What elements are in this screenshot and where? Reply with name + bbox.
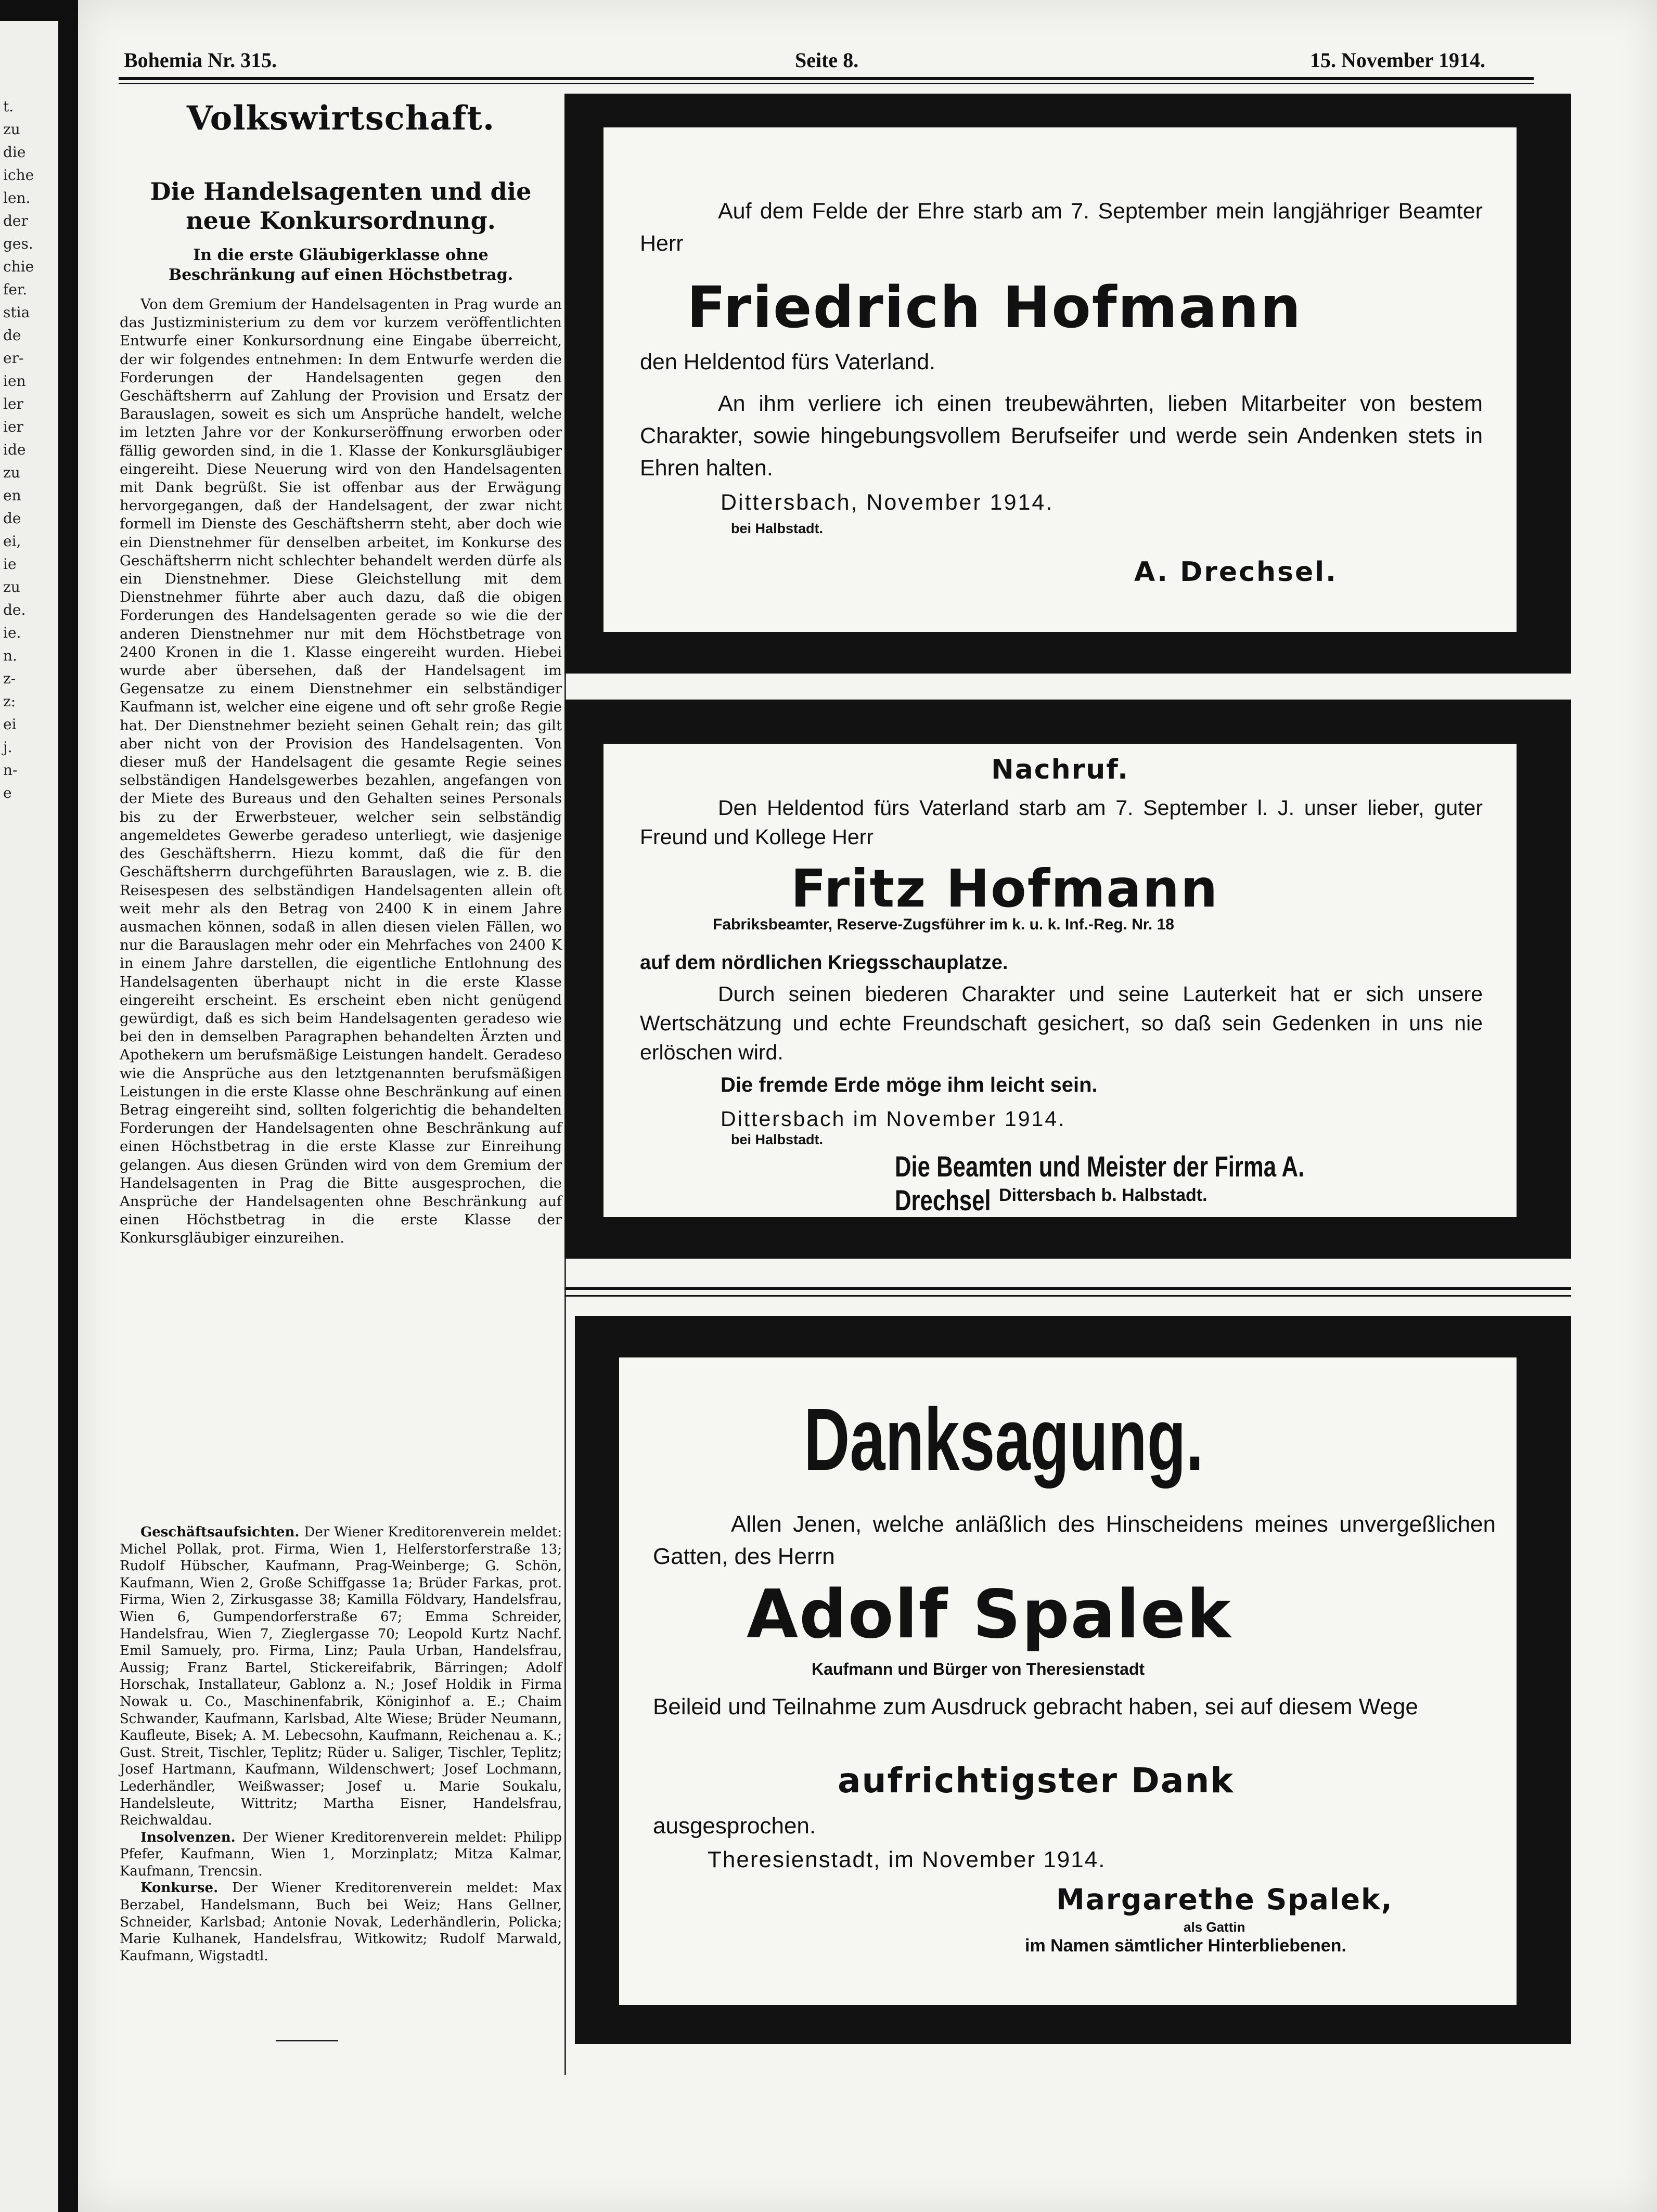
danksagung-line: ausgesprochen. xyxy=(653,1813,816,1839)
previous-page-fragment: der xyxy=(3,212,28,229)
obituary-title: Nachruf. xyxy=(991,754,1129,785)
previous-page-fragment: z: xyxy=(3,693,16,710)
obituary-signature: A. Drechsel. xyxy=(1134,557,1338,588)
previous-page-fragment: de xyxy=(3,327,21,344)
article-subheadline: In die erste Gläubigerklasse ohne Beschränkung auf einen Höchstbetrag. xyxy=(168,246,513,284)
obituary-place-date: Dittersbach im November 1914. xyxy=(721,1107,1066,1131)
deceased-role: Fabriksbeamter, Reserve-Zugsführer im k. u. k. Inf.-Reg. Nr. 18 xyxy=(713,916,1174,933)
danksagung-thanks: aufrichtigster Dank xyxy=(838,1761,1235,1801)
previous-page-fragment: fer. xyxy=(3,281,28,298)
previous-page-fragment: ges. xyxy=(3,235,33,252)
danksagung-signature-sub: im Namen sämtlicher Hinterbliebenen. xyxy=(1025,1936,1346,1956)
obituary-intro: Den Heldentod fürs Vaterland starb am 7. September l. J. unser lieber, guter Freund und Kollege Herr xyxy=(640,796,1483,849)
economics-column xyxy=(120,99,562,2054)
article-headline: Die Handelsagenten und die neue Konkursordnung. xyxy=(150,177,532,235)
deceased-name: Friedrich Hofmann xyxy=(687,274,1302,341)
previous-page-fragment: j. xyxy=(3,739,12,756)
previous-page-fragment: t. xyxy=(3,98,14,115)
obituary-friedrich-hofmann xyxy=(564,94,1571,674)
previous-page-fragment: n- xyxy=(3,761,18,779)
header-publication: Bohemia Nr. 315. xyxy=(124,48,277,72)
previous-page-fragment: len. xyxy=(3,189,31,206)
notice-separator xyxy=(564,1287,1571,1290)
obituary-tribute: An ihm verliere ich einen treubewährten, lieben Mitarbeiter von bestem Charakter, sowie hingebungsvollem Berufseifer und werde sein Andenken stets in Ehren halten. xyxy=(640,391,1483,481)
obituary-panel xyxy=(603,744,1517,1217)
obituary-farewell: Die fremde Erde möge ihm leicht sein. xyxy=(721,1073,1098,1096)
header-date: 15. November 1914. xyxy=(1310,48,1485,72)
obituary-panel xyxy=(603,127,1517,632)
header-page-number: Seite 8. xyxy=(795,48,859,72)
danksagung-signature: Margarethe Spalek, xyxy=(1056,1883,1393,1916)
notice-insolvenzen xyxy=(120,1829,562,1880)
deceased-name: Fritz Hofmann xyxy=(791,858,1219,919)
header-rule-thin xyxy=(119,83,1534,84)
notice-geschaeftsaufsichten xyxy=(120,1524,562,1829)
notice-lead: Insolvenzen. xyxy=(140,1829,236,1845)
notice-konkurse xyxy=(120,1880,562,1964)
obituary-place-date: Dittersbach, November 1914. xyxy=(721,490,1054,515)
obituary-signature-sub: Dittersbach b. Halbstadt. xyxy=(999,1185,1208,1205)
newspaper-page xyxy=(78,0,1657,2212)
previous-page-fragment: de. xyxy=(3,601,26,618)
notice-text: Der Wiener Kreditorenverein meldet: Max Berzabel, Handelsmann, Buch bei Weiz; Hans Gellner, Schneider, Karlsbad; Antonie Novak, Lederhändlerin, Policka; Marie Kulhanek, Handelsfrau, Witkowitz; Rudolf Marwald, Kaufmann, Wigstadtl. xyxy=(120,1880,562,1964)
danksagung-adolf-spalek xyxy=(575,1316,1571,2044)
previous-page-fragment: zu xyxy=(3,464,20,481)
notice-separator-thin xyxy=(564,1295,1571,1297)
obituary-line: auf dem nördlichen Kriegsschauplatze. xyxy=(640,952,1008,974)
previous-page-fragment: zu xyxy=(3,121,20,138)
previous-page-fragment: ie. xyxy=(3,624,21,641)
previous-page-fragment: stia xyxy=(3,304,30,321)
previous-page-fragment: ide xyxy=(3,441,26,458)
notice-lead: Konkurse. xyxy=(140,1880,219,1896)
header-rule xyxy=(119,77,1534,80)
previous-page-fragment: ien xyxy=(3,372,26,390)
running-header xyxy=(124,48,1523,79)
previous-page-fragment: de xyxy=(3,510,21,527)
obituary-fritz-hofmann xyxy=(564,700,1571,1259)
previous-page-fragment: zu xyxy=(3,578,20,596)
deceased-name: Adolf Spalek xyxy=(747,1576,1232,1653)
previous-page-fragment: er- xyxy=(3,350,24,367)
previous-page-fragment: chie xyxy=(3,258,34,275)
article-paragraph: Von dem Gremium der Handelsagenten in Prag wurde an das Justizministerium zu dem vor kurzem veröffentlichten Entwurfe einer Konkursordnung eine Eingabe überreicht, der wir folgendes entnehmen: In dem Entwurfe werden die Forderungen der Handelsagenten gegen den Geschäftsherrn auf Zahlung der Provision und Ersatz der Barauslagen, soweit es sich um Ansprüche handelt, welche im letzten Jahre vor der Konkurseröffnung erworben oder fällig geworden sind, in die 1. Klasse der Konkursgläubiger eingereiht. Diese Neuerung wird von den Handelsagenten mit Dank begrüßt. Sie ist offenbar aus der Erwägung hervorgegangen, daß der Handelsagent, der zwar nicht formell im Dienste des Geschäftsherrn steht, aber doch wie ein Dienstnehmer für denselben arbeitet, im Konkurse des Geschäftsherrn nicht schlechter behandelt werden dürfe als ein Dienstnehmer. Diese Gleichstellung mit dem Dienstnehmer führte aber auch dazu, daß die obigen Forderungen des Handelsagenten gerade so wie die der anderen Dienstnehmer nur mit dem Höchstbetrage von 2400 Kronen in die 1. Klasse eingereiht wurden. Hiebei wurde aber übersehen, daß der Handelsagent im Gegensatze zu einem Dienstnehmer ein selbständiger Kaufmann ist, welcher eine eigene und oft sehr große Regie hat. Der Dienstnehmer bezieht seinen Gehalt rein; das gilt aber nicht von der Provision des Handelsagenten. Von dieser muß der Handelsagent die gesamte Regie seines selbständigen Handelsgewerbes bezahlen, angefangen von der Miete des Bureaus und den Gehalten seines Personals bis zu der Erwerbsteuer, welcher sein selbständig angemeldetes Gewerbe geradeso unterliegt, wie dasjenige des Geschäftsherrn. Hiezu kommt, daß die für den Geschäftsherrn durchgeführten Barauslagen, wie z. B. die Reisespesen des selbständigen Handelsagenten allein oft weit mehr als den Betrag von 2400 K in einem Jahre ausmachen können, sodaß in allen diesen vielen Fällen, wo nur die Barauslagen mehr oder ein Mehrfaches von 2400 K in einem Jahre darstellen, die eigentliche Entlohnung des Handelsagenten überhaupt nicht in die erste Klasse eingereiht erscheint. Es erscheint eben nicht genügend gewürdigt, daß es sich beim Handelsagenten geradeso wie bei den in demselben Paragraphen behandelten Ärzten und Apothekern um berufsmäßige Leistungen handelt. Geradeso wie die Ansprüche aus den letztgenannten berufsmäßigen Leistungen in die erste Klasse ohne Beschränkung auf einen Betrag eingereiht sind, sollten folgerichtig die behandelten Forderungen der Handelsagenten ohne Beschränkung auf einen Höchstbetrag in die erste Klasse zur Einreihung gelangen. Aus diesen Gründen wird von dem Gremium der Handelsagenten in Prag die Bitte ausgesprochen, die Ansprüche der Handelsagenten ohne Beschränkung auf einen Höchstbetrag in die erste Klasse der Konkursgläubiger einzureihen. xyxy=(120,296,562,1247)
business-notices xyxy=(120,1524,562,1964)
obituary-place-sub: bei Halbstadt. xyxy=(731,1132,824,1147)
column-end-rule xyxy=(276,2040,338,2041)
danksagung-place-date: Theresienstadt, im November 1914. xyxy=(708,1847,1106,1872)
previous-page-fragment: ler xyxy=(3,395,23,412)
notice-lead: Geschäftsaufsichten. xyxy=(140,1524,300,1540)
previous-page-fragment: z- xyxy=(3,670,16,687)
previous-page-fragment: ei xyxy=(3,716,17,733)
previous-page-edge xyxy=(0,21,58,2212)
previous-page-fragment: ie xyxy=(3,555,17,573)
previous-page-fragment: e xyxy=(3,784,12,801)
previous-page-fragment: die xyxy=(3,144,26,161)
previous-page-fragment: ei, xyxy=(3,533,21,550)
previous-page-fragment: iche xyxy=(3,166,34,184)
obituary-line: den Heldentod fürs Vaterland. xyxy=(640,350,936,374)
obituary-place-sub: bei Halbstadt. xyxy=(731,521,824,536)
danksagung-title: Danksagung. xyxy=(804,1390,1204,1489)
previous-page-fragment: en xyxy=(3,487,21,504)
obituary-tribute: Durch seinen biederen Charakter und seine Lauterkeit hat er sich unsere Wertschätzung und echte Freundschaft gesichert, so daß sein Gedenken in uns nie erlöschen wird. xyxy=(640,982,1483,1064)
danksagung-panel xyxy=(619,1357,1517,2005)
obituary-intro: Auf dem Felde der Ehre starb am 7. September mein langjähriger Beamter Herr xyxy=(640,199,1483,256)
previous-page-fragment: n. xyxy=(3,647,17,664)
previous-page-fragment: ier xyxy=(3,418,23,435)
deceased-role: Kaufmann und Bürger von Theresienstadt xyxy=(812,1660,1145,1678)
danksagung-line: Beileid und Teilnahme zum Ausdruck gebracht haben, sei auf diesem Wege xyxy=(653,1694,1418,1719)
notice-text: Der Wiener Kreditorenverein meldet: Michel Pollak, prot. Firma, Wien 1, Helferstorferstraße 13; Rudolf Hübscher, Kaufmann, Prag-Weinberge; G. Schön, Kaufmann, Wien 2, Große Schiffgasse 1a; Brüder Farkas, prot. Firma, Wien 2, Zirkusgasse 38; Kamilla Földvary, Handelsfrau, Wien 6, Gumpendorferstraße 67; Emma Schreider, Handelsfrau, Wien 7, Zieglergasse 70; Leopold Kurtz Nachf. Emil Samuely, pro. Firma, Linz; Paula Urban, Handelsfrau, Aussig; Franz Bartel, Stickereifabrik, Bärringen; Adolf Horschak, Installateur, Gablonz a. N.; Josef Holdik in Firma Nowak u. Co., Maschinenfabrik, Königinhof a. E.; Chaim Schwander, Kaufmann, Karlsbad, Alte Wiese; Brüder Neumann, Kaufleute, Bisek; A. M. Lebecsohn, Kaufmann, Reichenau a. K.; Gust. Streit, Tischler, Teplitz; Rüder u. Saliger, Tischler, Teplitz; Josef Hartmann, Kaufmann, Wildenschwert; Josef Lochmann, Lederhändler, Weißwasser; Josef u. Marie Soukalu, Handelsleute, Wittritz; Martha Eisner, Handelsfrau, Reichwaldau. xyxy=(120,1524,562,1829)
section-title: Volkswirtschaft. xyxy=(186,99,495,138)
danksagung-intro: Allen Jenen, welche anläßlich des Hinscheidens meines unvergeßlichen Gatten, des Herrn xyxy=(653,1511,1496,1569)
notice-text: Der Wiener Kreditorenverein meldet: Philipp Pfefer, Kaufmann, Wien 1, Morzinplatz; Mitza Kalmar, Kaufmann, Trencsin. xyxy=(120,1829,562,1879)
obituary-signature: Die Beamten und Meister der Firma A. Drechsel xyxy=(895,1150,1305,1217)
danksagung-signature-role: als Gattin xyxy=(1184,1919,1245,1935)
article-body xyxy=(120,295,562,1248)
